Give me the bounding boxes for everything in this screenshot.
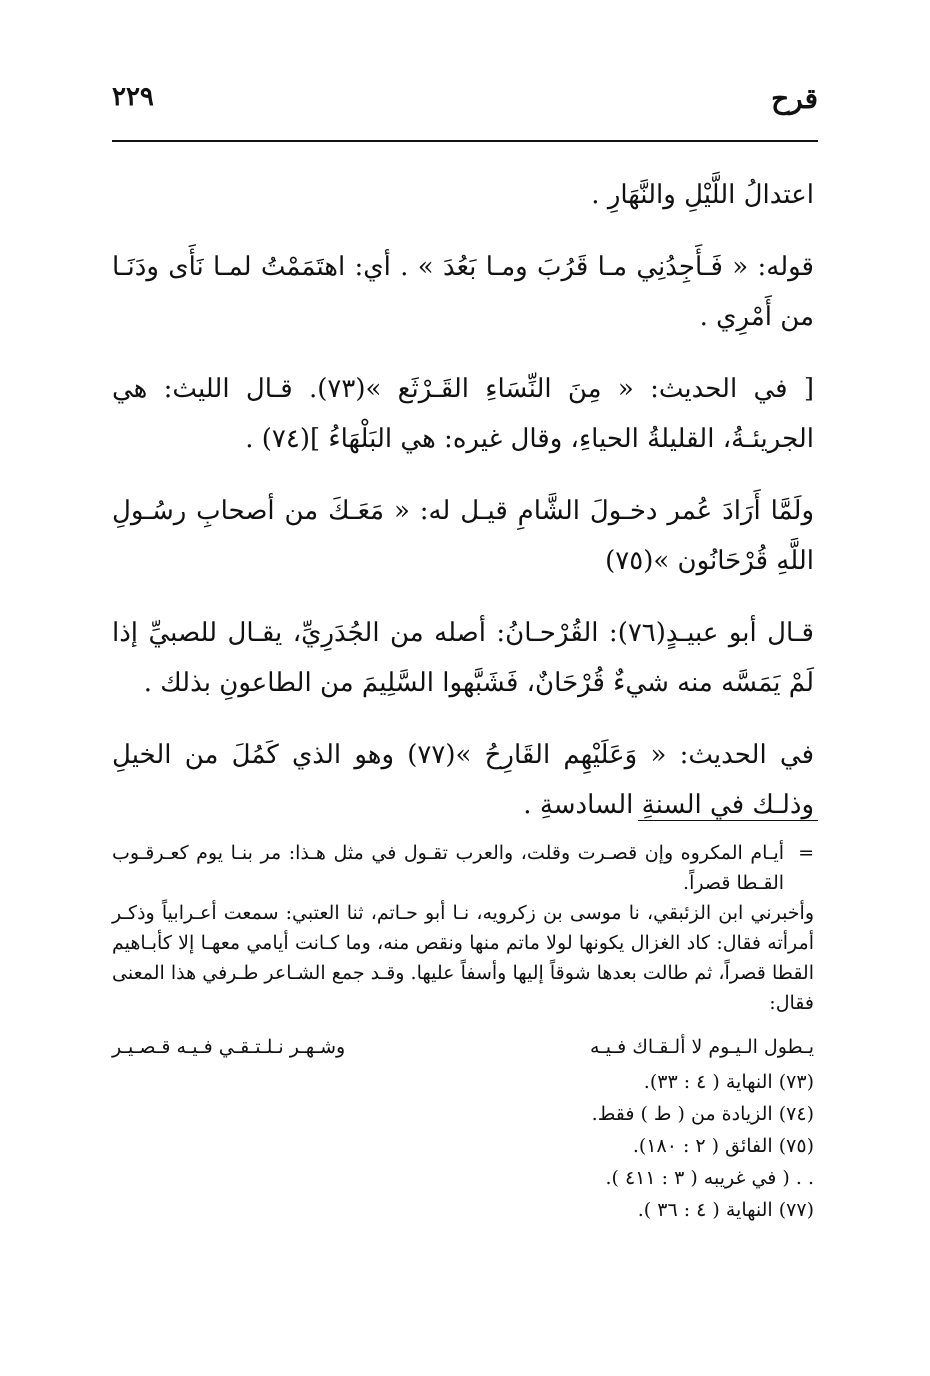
footnotes xyxy=(112,838,814,1226)
paragraph: [ في الحديث: « مِنَ النِّسَاءِ القَـرْثَع »(٧٣). قـال الليث: هي الجريئـةُ، القليلةُ الحياءِ، وقال غيره: هي البَلْهَاءُ ](٧٤) . xyxy=(112,374,814,454)
footnote-continuation xyxy=(112,838,814,898)
header-rule xyxy=(112,140,818,142)
footnote-item: (٧٣) النهاية ( ٤ : ٣٣). xyxy=(643,1071,814,1093)
poem-verse xyxy=(112,1032,814,1062)
paragraph: قـال أبو عبيـدٍ(٧٦): القُرْحـانُ: أصله من الجُدَرِيِّ، يقـال للصبيِّ إذا لَمْ يَمَسَّه منه شيءٌ قُرْحَانٌ، فَشَبَّهوا السَّلِيمَ من الطاعونِ بذلك . xyxy=(112,618,814,698)
main-text xyxy=(112,170,814,852)
footnote-continuation-text: أيـام المكروه وإن قصـرت وقلت، والعرب تقـول في مثل هـذا: مر بنـا يوم كعـرقـوب القـطا قصراً. xyxy=(112,842,785,894)
paragraph: في الحديث: « وَعَلَيْهِم القَارِحُ »(٧٧) وهو الذي كَمُلَ من الخيلِ وذلـك في السنةِ السادسةِ . xyxy=(112,740,815,820)
footnote-list xyxy=(112,1066,814,1226)
verse-second-hemistich: وشـهـر نـلـتـقـي فـيـه قـصـيـر xyxy=(112,1036,346,1058)
footnote-item: . . ( في غريبه ( ٣ : ٤١١ ). xyxy=(605,1167,814,1189)
continuation-mark: = xyxy=(798,842,814,864)
page-number: ٢٢٩ xyxy=(112,82,154,112)
footnote-narration: وأخبرني ابن الزئبقي، نا موسى بن زكرويه، نـا أبو حـاتم، ثنا العتبي: سمعت أعـرابياً وذكـر أمرأته فقال: كاد الغزال يكونها لولا ماتم منها ونقص منه، وما كـانت أيامي معهـا إلا كأبـاهيم القطا قصراً، ثم طالت بعدها شوقاً إليها وأسفاً عليها. وقـد جمع الشـاعر طـرفي هذا المعنى فقال: xyxy=(112,902,814,1014)
verse-first-hemistich: يـطول الـيـوم لا ألـقـاك فـيـه xyxy=(590,1036,814,1058)
footnote-item: (٧٥) الفائق ( ٢ : ١٨٠). xyxy=(632,1135,814,1157)
footnote-item: (٧٧) النهاية ( ٤ : ٣٦ ). xyxy=(637,1199,814,1221)
footnote-rule xyxy=(638,820,818,821)
footnote-item: (٧٤) الزيادة من ( ط ) فقط. xyxy=(591,1103,814,1125)
page-header xyxy=(112,82,818,132)
entry-root-title: قرح xyxy=(771,82,818,115)
paragraph: ولَمَّا أَرَادَ عُمر دخـولَ الشَّامِ قيـل له: « مَعَـكَ من أصحابِ رسُـولِ اللَّهِ قُرْحَانُون »(٧٥) xyxy=(112,496,814,576)
paragraph: اعتدالُ اللَّيْلِ والنَّهَارِ . xyxy=(591,180,814,210)
paragraph: قوله: « فَـأَجِدُنِي مـا قَرُبَ ومـا بَعُدَ » . أي: اهتَمَمْتُ لمـا نَأَى ودَنَـا من أَمْرِي . xyxy=(112,252,814,332)
